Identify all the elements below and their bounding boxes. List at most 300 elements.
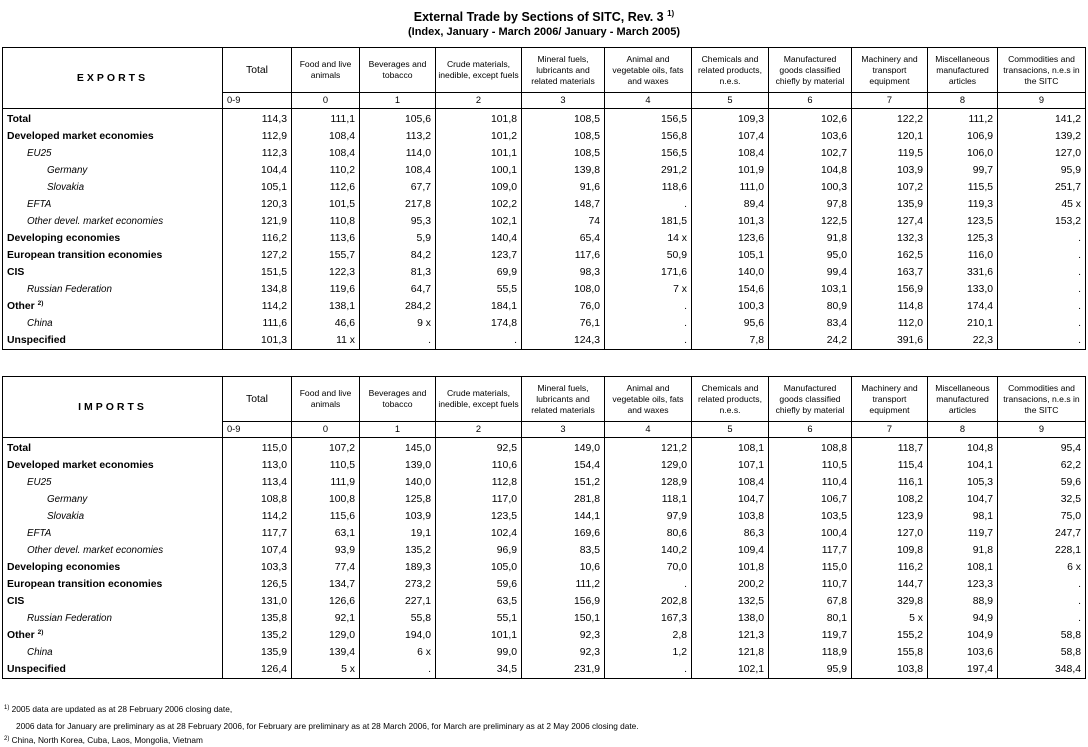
table-cell: 118,7 — [852, 438, 928, 458]
table-cell: 200,2 — [692, 576, 769, 593]
table-cell: 97,9 — [605, 508, 692, 525]
table-cell: 101,1 — [436, 145, 522, 162]
table-cell: 10,6 — [522, 559, 605, 576]
table-cell: 112,6 — [292, 179, 360, 196]
table-cell: 63,5 — [436, 593, 522, 610]
table-cell: 121,9 — [223, 213, 292, 230]
footnote-1-continued: 2006 data for January are preliminary as at 28 February 2006, for February are preliminary as at 28 March 2006, for March are preliminary as at 2 May 2006 closing date. — [16, 721, 639, 731]
table-cell: 105,1 — [692, 247, 769, 264]
column-code: 4 — [605, 422, 692, 438]
table-cell: 103,9 — [360, 508, 436, 525]
table-cell: 111,0 — [692, 179, 769, 196]
table-cell: 104,1 — [928, 457, 998, 474]
row-label — [3, 128, 223, 145]
table-cell: 119,3 — [928, 196, 998, 213]
table-cell: 89,4 — [692, 196, 769, 213]
table-cell: 123,5 — [928, 213, 998, 230]
table-cell: 92,3 — [522, 644, 605, 661]
table-cell: 153,2 — [998, 213, 1086, 230]
row-label — [3, 196, 223, 213]
column-code: 7 — [852, 93, 928, 109]
row-label-text: Unspecified — [7, 335, 66, 346]
row-label — [3, 508, 223, 525]
row-label — [3, 542, 223, 559]
table-cell: . — [998, 298, 1086, 315]
table-cell: 231,9 — [522, 661, 605, 679]
table-cell: 391,6 — [852, 332, 928, 350]
row-label-text: Developing economies — [7, 562, 121, 573]
table-cell: 135,8 — [223, 610, 292, 627]
table-cell: 80,1 — [769, 610, 852, 627]
table-cell: 117,6 — [522, 247, 605, 264]
table-cell: 131,0 — [223, 593, 292, 610]
column-code: 8 — [928, 93, 998, 109]
table-cell: 119,5 — [852, 145, 928, 162]
column-header: Food and live animals — [292, 48, 360, 93]
table-cell: 91,8 — [928, 542, 998, 559]
row-label — [3, 109, 223, 129]
table-cell: 19,1 — [360, 525, 436, 542]
table-cell: 6 x — [998, 559, 1086, 576]
table-cell: 101,8 — [436, 109, 522, 129]
table-row — [3, 162, 1086, 179]
table-cell: 169,6 — [522, 525, 605, 542]
table-row — [3, 627, 1086, 644]
table-cell: 129,0 — [605, 457, 692, 474]
table-cell: 97,8 — [769, 196, 852, 213]
table-cell: 118,9 — [769, 644, 852, 661]
table-cell: 117,7 — [769, 542, 852, 559]
table-cell: 74 — [522, 213, 605, 230]
column-header: Total — [223, 48, 292, 93]
table-cell: 93,9 — [292, 542, 360, 559]
table-cell: 77,4 — [292, 559, 360, 576]
table-cell: 101,2 — [436, 128, 522, 145]
table-cell: 58,8 — [998, 644, 1086, 661]
table-cell: 102,2 — [436, 196, 522, 213]
row-label — [3, 457, 223, 474]
table-cell: 106,0 — [928, 145, 998, 162]
table-cell: 104,8 — [928, 438, 998, 458]
table-cell: 59,6 — [436, 576, 522, 593]
table-row — [3, 508, 1086, 525]
table-cell: 138,1 — [292, 298, 360, 315]
table-cell: 139,0 — [360, 457, 436, 474]
table-cell: 102,7 — [769, 145, 852, 162]
column-header: Animal and vegetable oils, fats and waxes — [605, 48, 692, 93]
table-cell: 104,7 — [928, 491, 998, 508]
column-code: 2 — [436, 422, 522, 438]
table-cell: 151,5 — [223, 264, 292, 281]
table-cell: 154,4 — [522, 457, 605, 474]
table-cell: . — [605, 315, 692, 332]
table-row — [3, 559, 1086, 576]
row-label — [3, 332, 223, 350]
table-cell: 148,7 — [522, 196, 605, 213]
row-label — [3, 559, 223, 576]
table-cell: 156,8 — [605, 128, 692, 145]
column-header: Miscellaneous manufactured articles — [928, 48, 998, 93]
table-cell: 329,8 — [852, 593, 928, 610]
row-label — [3, 230, 223, 247]
column-code: 4 — [605, 93, 692, 109]
table-cell: 84,2 — [360, 247, 436, 264]
table-cell: 120,1 — [852, 128, 928, 145]
table-cell: 108,5 — [522, 145, 605, 162]
table-cell: 108,1 — [928, 559, 998, 576]
table-cell: . — [998, 247, 1086, 264]
row-label-text: China — [27, 647, 53, 658]
table-cell: 119,7 — [769, 627, 852, 644]
table-cell: 106,7 — [769, 491, 852, 508]
table-cell: 171,6 — [605, 264, 692, 281]
table-cell: 127,0 — [852, 525, 928, 542]
table-cell: 92,3 — [522, 627, 605, 644]
table-cell: 189,3 — [360, 559, 436, 576]
column-header: Chemicals and related products, n.e.s. — [692, 377, 769, 422]
table-cell: 80,6 — [605, 525, 692, 542]
table-cell: 121,3 — [692, 627, 769, 644]
table-cell: 115,5 — [928, 179, 998, 196]
table-cell: 7,8 — [692, 332, 769, 350]
table-cell: . — [998, 264, 1086, 281]
table-cell: 134,7 — [292, 576, 360, 593]
table-cell: . — [436, 332, 522, 350]
table-row — [3, 230, 1086, 247]
table-row — [3, 264, 1086, 281]
table-cell: 121,8 — [692, 644, 769, 661]
table-cell: 154,6 — [692, 281, 769, 298]
column-header: Chemicals and related products, n.e.s. — [692, 48, 769, 93]
table-cell: 145,0 — [360, 438, 436, 458]
title-footnote-mark: 1) — [667, 9, 675, 18]
table-cell: 126,6 — [292, 593, 360, 610]
table-cell: 110,4 — [769, 474, 852, 491]
table-cell: 91,6 — [522, 179, 605, 196]
table-cell: 80,9 — [769, 298, 852, 315]
column-header: Manufactured goods classified chiefly by material — [769, 377, 852, 422]
row-label — [3, 610, 223, 627]
table-row — [3, 438, 1086, 458]
row-label-text: European transition economies — [7, 250, 163, 261]
table-cell: 109,0 — [436, 179, 522, 196]
column-code: 1 — [360, 422, 436, 438]
table-cell: 115,6 — [292, 508, 360, 525]
table-cell: 116,2 — [852, 559, 928, 576]
table-cell: 102,1 — [436, 213, 522, 230]
table-cell: 108,4 — [692, 145, 769, 162]
row-label-text: Developing economies — [7, 233, 121, 244]
table-cell: 105,6 — [360, 109, 436, 129]
table-cell: 114,2 — [223, 508, 292, 525]
table-cell: 197,4 — [928, 661, 998, 679]
table-row — [3, 179, 1086, 196]
table-cell: . — [998, 281, 1086, 298]
row-label-text: EFTA — [27, 528, 52, 539]
row-label — [3, 576, 223, 593]
row-label-text: Other devel. market economies — [27, 216, 164, 227]
table-cell: 104,4 — [223, 162, 292, 179]
table-cell: 140,2 — [605, 542, 692, 559]
column-header: Beverages and tobacco — [360, 377, 436, 422]
table-cell: 102,1 — [692, 661, 769, 679]
row-label — [3, 644, 223, 661]
table-cell: 115,0 — [769, 559, 852, 576]
table-cell: 69,9 — [436, 264, 522, 281]
table-cell: 104,7 — [692, 491, 769, 508]
page-subtitle: (Index, January - March 2006/ January - March 2005) — [407, 26, 681, 38]
table-cell: 14 x — [605, 230, 692, 247]
table-row — [3, 281, 1086, 298]
table-cell: 103,8 — [852, 661, 928, 679]
row-label — [3, 661, 223, 679]
table-cell: 119,7 — [928, 525, 998, 542]
table-cell: 101,1 — [436, 627, 522, 644]
table-cell: 174,8 — [436, 315, 522, 332]
table-cell: 83,4 — [769, 315, 852, 332]
table-cell: 113,2 — [360, 128, 436, 145]
table-cell: 135,9 — [852, 196, 928, 213]
table-cell: 122,5 — [769, 213, 852, 230]
table-cell: 112,3 — [223, 145, 292, 162]
table-cell: 67,8 — [769, 593, 852, 610]
table-cell: 76,0 — [522, 298, 605, 315]
table-cell: 117,0 — [436, 491, 522, 508]
table-cell: 1,2 — [605, 644, 692, 661]
row-label — [3, 593, 223, 610]
page-title: External Trade by Sections of SITC, Rev. 3 $^{1)}$ — [413, 9, 675, 25]
table-cell: 58,8 — [998, 627, 1086, 644]
table-cell: 150,1 — [522, 610, 605, 627]
column-header: Miscellaneous manufactured articles — [928, 377, 998, 422]
table-cell: 123,5 — [436, 508, 522, 525]
row-label-text: Germany — [47, 494, 88, 505]
table-cell: 88,9 — [928, 593, 998, 610]
column-code: 9 — [998, 93, 1086, 109]
table-cell: 112,0 — [852, 315, 928, 332]
table-cell: 120,3 — [223, 196, 292, 213]
table-cell: . — [998, 576, 1086, 593]
column-header: Total — [223, 377, 292, 422]
table-cell: . — [998, 332, 1086, 350]
table-cell: 110,2 — [292, 162, 360, 179]
table-cell: 156,5 — [605, 145, 692, 162]
table-cell: 55,1 — [436, 610, 522, 627]
table-cell: 155,7 — [292, 247, 360, 264]
table-cell: . — [998, 315, 1086, 332]
column-code: 5 — [692, 422, 769, 438]
table-cell: 123,6 — [692, 230, 769, 247]
column-header: Manufactured goods classified chiefly by material — [769, 48, 852, 93]
table-cell: 99,4 — [769, 264, 852, 281]
exports-heading: EXPORTS — [3, 48, 223, 109]
table-cell: 103,9 — [852, 162, 928, 179]
table-cell: 109,3 — [692, 109, 769, 129]
table-cell: 70,0 — [605, 559, 692, 576]
table-cell: 139,2 — [998, 128, 1086, 145]
table-cell: 101,9 — [692, 162, 769, 179]
table-cell: 98,3 — [522, 264, 605, 281]
column-code: 5 — [692, 93, 769, 109]
table-cell: 24,2 — [769, 332, 852, 350]
table-cell: 11 x — [292, 332, 360, 350]
table-row — [3, 474, 1086, 491]
column-code: 3 — [522, 422, 605, 438]
table-cell: 105,3 — [928, 474, 998, 491]
row-label — [3, 474, 223, 491]
table-cell: 144,1 — [522, 508, 605, 525]
row-label-text: EFTA — [27, 199, 52, 210]
table-cell: 95,6 — [692, 315, 769, 332]
table-row — [3, 315, 1086, 332]
table-cell: 100,8 — [292, 491, 360, 508]
table-cell: 105,1 — [223, 179, 292, 196]
table-row — [3, 491, 1086, 508]
table-cell: 134,8 — [223, 281, 292, 298]
row-label — [3, 264, 223, 281]
column-header: Commodities and transacions, n.e.s in the SITC — [998, 48, 1086, 93]
row-label-text: Other — [7, 630, 35, 641]
column-code: 7 — [852, 422, 928, 438]
table-cell: 281,8 — [522, 491, 605, 508]
table-cell: 103,3 — [223, 559, 292, 576]
row-label-text: Developed market economies — [7, 131, 154, 142]
table-cell: 109,4 — [692, 542, 769, 559]
table-cell: 117,7 — [223, 525, 292, 542]
row-label-text: Russian Federation — [27, 613, 112, 624]
table-cell: 114,8 — [852, 298, 928, 315]
table-row — [3, 525, 1086, 542]
table-cell: 76,1 — [522, 315, 605, 332]
table-cell: 162,5 — [852, 247, 928, 264]
table-cell: 32,5 — [998, 491, 1086, 508]
table-cell: 98,1 — [928, 508, 998, 525]
table-cell: 122,2 — [852, 109, 928, 129]
table-cell: 181,5 — [605, 213, 692, 230]
table-cell: 156,9 — [852, 281, 928, 298]
table-cell: 156,5 — [605, 109, 692, 129]
table-cell: 140,0 — [360, 474, 436, 491]
table-cell: 125,8 — [360, 491, 436, 508]
table-cell: 155,8 — [852, 644, 928, 661]
table-cell: 124,3 — [522, 332, 605, 350]
footnote-mark: 2) — [37, 300, 44, 307]
table-cell: 118,6 — [605, 179, 692, 196]
table-cell: 107,2 — [852, 179, 928, 196]
table-cell: 95,9 — [998, 162, 1086, 179]
table-cell: 140,4 — [436, 230, 522, 247]
table-cell: 105,0 — [436, 559, 522, 576]
table-row — [3, 196, 1086, 213]
table-cell: 247,7 — [998, 525, 1086, 542]
table-cell: 149,0 — [522, 438, 605, 458]
table-cell: 139,4 — [292, 644, 360, 661]
table-cell: 114,0 — [360, 145, 436, 162]
table-cell: 111,6 — [223, 315, 292, 332]
table-cell: 115,0 — [223, 438, 292, 458]
table-cell: 138,0 — [692, 610, 769, 627]
table-row — [3, 661, 1086, 679]
table-cell: 108,4 — [292, 128, 360, 145]
table-cell: 81,3 — [360, 264, 436, 281]
row-label-text: Russian Federation — [27, 284, 112, 295]
table-cell: 67,7 — [360, 179, 436, 196]
table-cell: 273,2 — [360, 576, 436, 593]
table-cell: 133,0 — [928, 281, 998, 298]
row-label-text: Slovakia — [47, 182, 85, 193]
table-cell: 95,4 — [998, 438, 1086, 458]
table-cell: 99,0 — [436, 644, 522, 661]
row-label — [3, 145, 223, 162]
table-cell: 91,8 — [769, 230, 852, 247]
column-header: Mineral fuels, lubricants and related materials — [522, 377, 605, 422]
table-cell: 107,2 — [292, 438, 360, 458]
column-code: 0 — [292, 93, 360, 109]
table-cell: 92,5 — [436, 438, 522, 458]
imports-heading: IMPORTS — [3, 377, 223, 438]
column-code: 6 — [769, 93, 852, 109]
table-cell: 110,5 — [769, 457, 852, 474]
table-cell: 104,8 — [769, 162, 852, 179]
table-cell: 107,1 — [692, 457, 769, 474]
table-cell: 108,5 — [522, 109, 605, 129]
table-cell: . — [360, 661, 436, 679]
row-label — [3, 525, 223, 542]
row-label — [3, 298, 223, 315]
row-label — [3, 213, 223, 230]
table-cell: 45 x — [998, 196, 1086, 213]
table-cell: 102,4 — [436, 525, 522, 542]
table-cell: 62,2 — [998, 457, 1086, 474]
column-code: 9 — [998, 422, 1086, 438]
table-cell: 113,6 — [292, 230, 360, 247]
row-label-text: Other — [7, 301, 35, 312]
table-cell: . — [998, 610, 1086, 627]
footnote-2: $^{2)}$ China, North Korea, Cuba, Laos, Mongolia, Vietnam — [4, 735, 203, 745]
table-cell: 155,2 — [852, 627, 928, 644]
table-cell: 115,4 — [852, 457, 928, 474]
table-cell: 9 x — [360, 315, 436, 332]
column-header: Crude materials, inedible, except fuels — [436, 48, 522, 93]
table-cell: 108,0 — [522, 281, 605, 298]
column-header: Animal and vegetable oils, fats and waxes — [605, 377, 692, 422]
table-cell: 331,6 — [928, 264, 998, 281]
table-row — [3, 644, 1086, 661]
table-cell: 135,2 — [360, 542, 436, 559]
table-cell: 109,8 — [852, 542, 928, 559]
table-row — [3, 213, 1086, 230]
table-cell: 116,0 — [928, 247, 998, 264]
table-cell: 108,4 — [360, 162, 436, 179]
table-cell: 128,9 — [605, 474, 692, 491]
column-header-row — [3, 377, 1086, 422]
table-cell: 103,8 — [692, 508, 769, 525]
table-cell: 96,9 — [436, 542, 522, 559]
table-cell: 113,4 — [223, 474, 292, 491]
table-cell: 50,9 — [605, 247, 692, 264]
table-cell: 75,0 — [998, 508, 1086, 525]
table-cell: 59,6 — [998, 474, 1086, 491]
table-cell: . — [605, 576, 692, 593]
table-cell: 121,2 — [605, 438, 692, 458]
column-header: Machinery and transport equipment — [852, 48, 928, 93]
table-cell: 113,0 — [223, 457, 292, 474]
table-cell: 100,3 — [769, 179, 852, 196]
table-row — [3, 542, 1086, 559]
table-cell: 127,2 — [223, 247, 292, 264]
table-cell: 106,9 — [928, 128, 998, 145]
row-label — [3, 179, 223, 196]
